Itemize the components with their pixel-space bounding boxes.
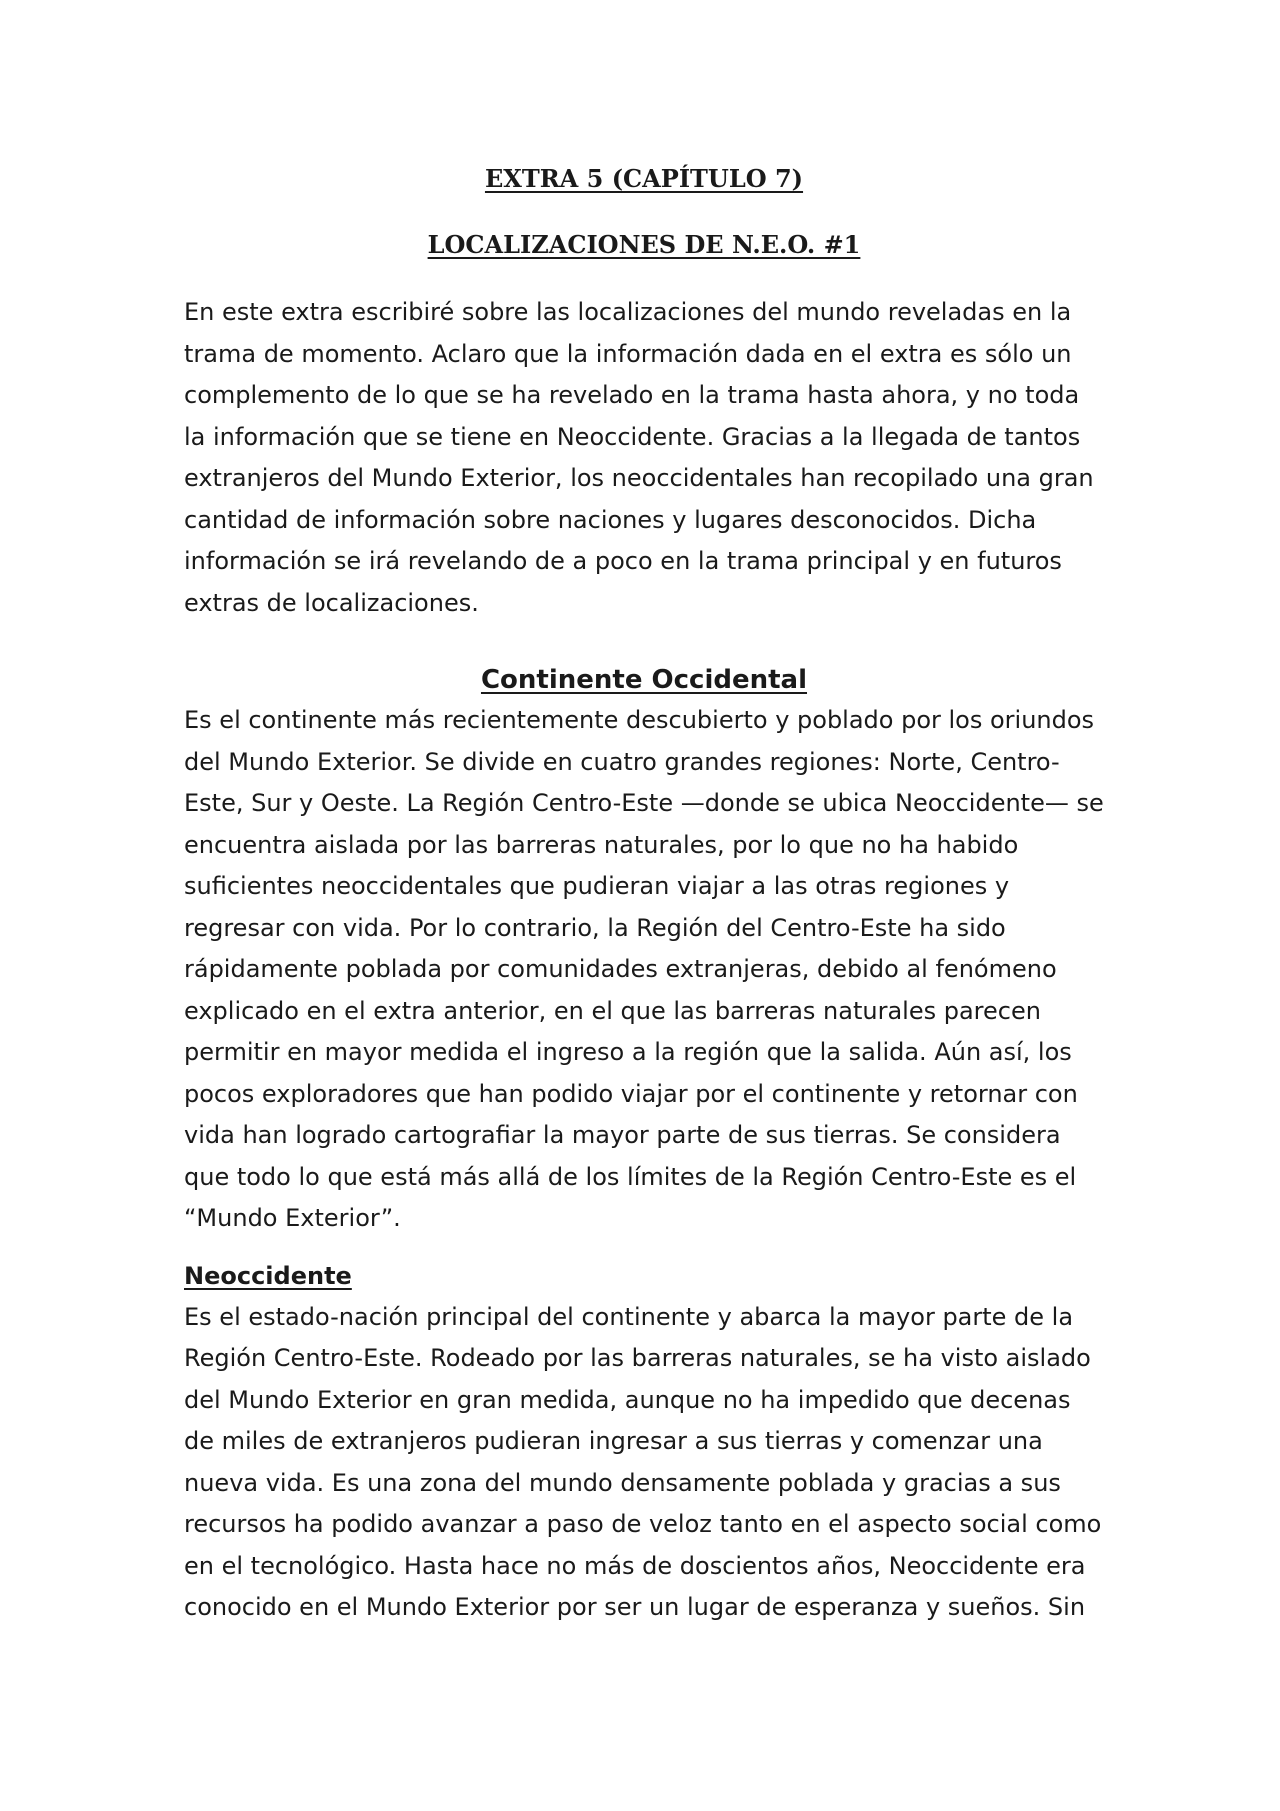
document-subtitle: LOCALIZACIONES DE N.E.O. #1 [427, 230, 861, 259]
section-heading-continente-occidental: Continente Occidental [480, 665, 808, 695]
section-body-continente-occidental: Es el continente más recientemente descubierto y poblado por los oriundos del Mundo Exterior. Se divide en cuatro grandes regiones: Norte, Centro-Este, Sur y Oeste. La Región Centro-Este —donde se ubica Neoccidente— se encuentra aislada por las barreras naturales, por lo que no ha habido suficientes neoccidentales que pudieran viajar a las otras regiones y regresar con vida. Por lo contrario, la Región del Centro-Este ha sido rápidamente poblada por comunidades extranjeras, debido al fenómeno explicado en el extra anterior, en el que las barreras naturales parecen permitir en mayor medida el ingreso a la región que la salida. Aún así, los pocos exploradores que han podido viajar por el continente y retornar con vida han logrado cartografiar la mayor parte de sus tierras. Se considera que todo lo que está más allá de los límites de la Región Centro-Este es el “Mundo Exterior”. [184, 706, 1104, 1232]
intro-paragraph: En este extra escribiré sobre las localizaciones del mundo reveladas en la trama de momento. Aclaro que la información dada en el extra es sólo un complemento de lo que se ha revelado en la trama hasta ahora, y no toda la información que se tiene en Neoccidente. Gracias a la llegada de tantos extranjeros del Mundo Exterior, los neoccidentales han recopilado una gran cantidad de información sobre naciones y lugares desconocidos. Dicha información se irá revelando de a poco en la trama principal y en futuros extras de localizaciones. [184, 298, 1094, 617]
section-body-neoccidente: Es el estado-nación principal del continente y abarca la mayor parte de la Región Centro-Este. Rodeado por las barreras naturales, se ha visto aislado del Mundo Exterior en gran medida, aunque no ha impedido que decenas de miles de extranjeros pudieran ingresar a sus tierras y comenzar una nueva vida. Es una zona del mundo densamente poblada y gracias a sus recursos ha podido avanzar a paso de veloz tanto en el aspecto social como en el tecnológico. Hasta hace no más de doscientos años, Neoccidente era conocido en el Mundo Exterior por ser un lugar de esperanza y sueños. Sin [184, 1302, 1102, 1621]
document-title: EXTRA 5 (CAPÍTULO 7) [484, 164, 804, 193]
section-heading-neoccidente: Neoccidente [184, 1261, 352, 1290]
document-page [184, 156, 1104, 1629]
